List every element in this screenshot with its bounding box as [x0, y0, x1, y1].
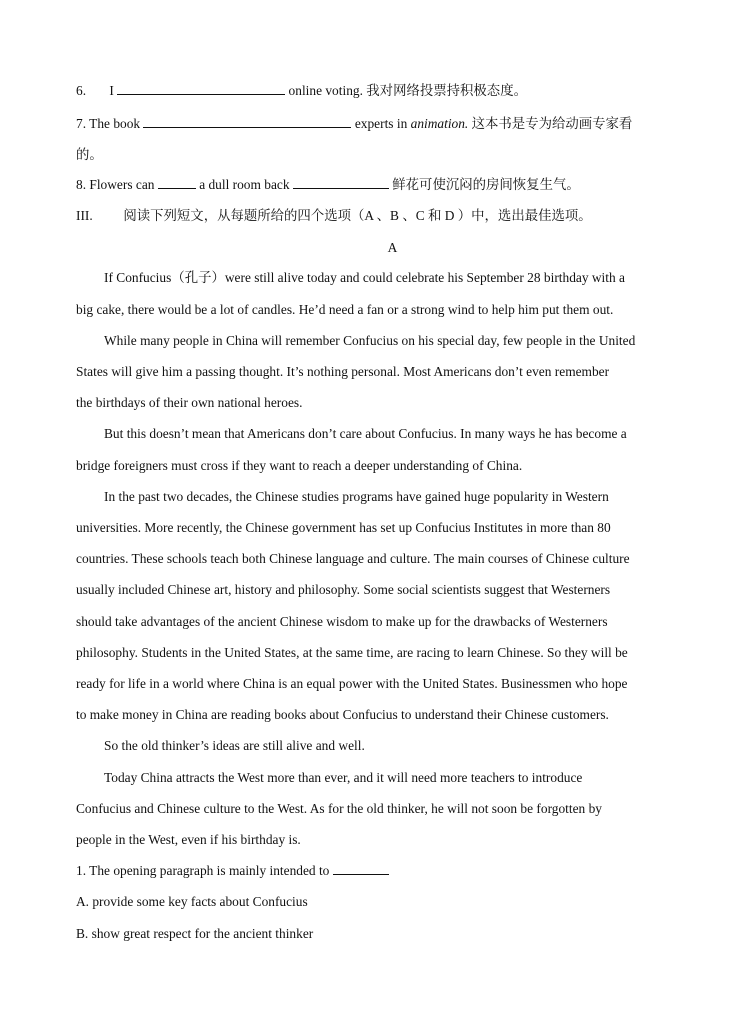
passage-line: ready for life in a world where China is an equal power with the United States. Businessmen who hope: [76, 676, 628, 691]
passage-line: But this doesn’t mean that Americans don’t care about Confucius. In many ways he has become a: [104, 426, 627, 441]
passage-line: philosophy. Students in the United States, at the same time, are racing to learn Chinese. So they will be: [76, 645, 628, 660]
passage-line: to make money in China are reading books about Confucius to understand their Chinese customers.: [76, 707, 609, 722]
section-3-label: III.: [76, 208, 93, 223]
question-1-stem-text: 1. The opening paragraph is mainly intended to: [76, 863, 330, 878]
passage-line: bridge foreigners must cross if they want to reach a deeper understanding of China.: [76, 458, 523, 473]
passage-line: should take advantages of the ancient Chinese wisdom to make up for the drawbacks of Westerners: [76, 614, 608, 629]
question-6-blank[interactable]: [117, 81, 285, 95]
question-7-italic: animation.: [410, 116, 469, 131]
question-7-post: experts in: [354, 116, 408, 131]
question-7-blank[interactable]: [143, 114, 351, 128]
passage-line: If Confucius（孔子）were still alive today and could celebrate his September 28 birthday with a: [104, 270, 625, 285]
question-7-continued: 的。: [76, 147, 103, 162]
question-8-blank-2[interactable]: [293, 175, 389, 189]
question-8-mid: a dull room back: [199, 177, 290, 192]
question-1-option-b[interactable]: B. show great respect for the ancient thinker: [76, 926, 314, 941]
question-6-number: 6.: [76, 83, 87, 98]
passage-line: people in the West, even if his birthday is.: [76, 832, 301, 847]
question-7: [76, 114, 676, 134]
passage-line: While many people in China will remember Confucius on his special day, few people in the United: [104, 333, 636, 348]
passage-line: States will give him a passing thought. It’s nothing personal. Most Americans don’t even remember: [76, 364, 610, 379]
question-6-post: online voting.: [288, 83, 363, 98]
question-1-stem: [76, 861, 676, 881]
question-8: [76, 175, 676, 195]
question-7-chinese: 这本书是专为给动画专家看: [471, 116, 633, 131]
question-7-pre: 7. The book: [76, 116, 141, 131]
passage-line: countries. These schools teach both Chinese language and culture. The main courses of Chinese culture: [76, 551, 630, 566]
question-6: [76, 81, 676, 101]
section-3-text: 阅读下列短文，从每题所给的四个选项（A 、B 、C 和 D ）中，选出最佳选项。: [123, 208, 592, 223]
passage-line: universities. More recently, the Chinese government has set up Confucius Institutes in more than 80: [76, 520, 611, 535]
question-1-option-a[interactable]: A. provide some key facts about Confucius: [76, 894, 308, 909]
passage-line: So the old thinker’s ideas are still alive and well.: [104, 738, 365, 753]
passage-line: Confucius and Chinese culture to the West. As for the old thinker, he will not soon be forgotten by: [76, 801, 602, 816]
question-8-blank-1[interactable]: [158, 175, 196, 189]
section-3-instruction: [76, 206, 676, 226]
question-6-pre: I: [109, 83, 114, 98]
question-8-pre: 8. Flowers can: [76, 177, 155, 192]
passage-line: big cake, there would be a lot of candles. He’d need a fan or a strong wind to help him put them out.: [76, 302, 614, 317]
passage-heading: A: [387, 240, 398, 255]
passage-line: usually included Chinese art, history and philosophy. Some social scientists suggest that Westerners: [76, 582, 611, 597]
question-1-blank[interactable]: [333, 861, 389, 875]
question-6-chinese: 我对网络投票持积极态度。: [366, 83, 527, 98]
passage-line: the birthdays of their own national heroes.: [76, 395, 303, 410]
passage-line: In the past two decades, the Chinese studies programs have gained huge popularity in Western: [104, 489, 609, 504]
passage-line: Today China attracts the West more than ever, and it will need more teachers to introduce: [104, 770, 583, 785]
question-8-chinese: 鲜花可使沉闷的房间恢复生气。: [392, 177, 580, 192]
